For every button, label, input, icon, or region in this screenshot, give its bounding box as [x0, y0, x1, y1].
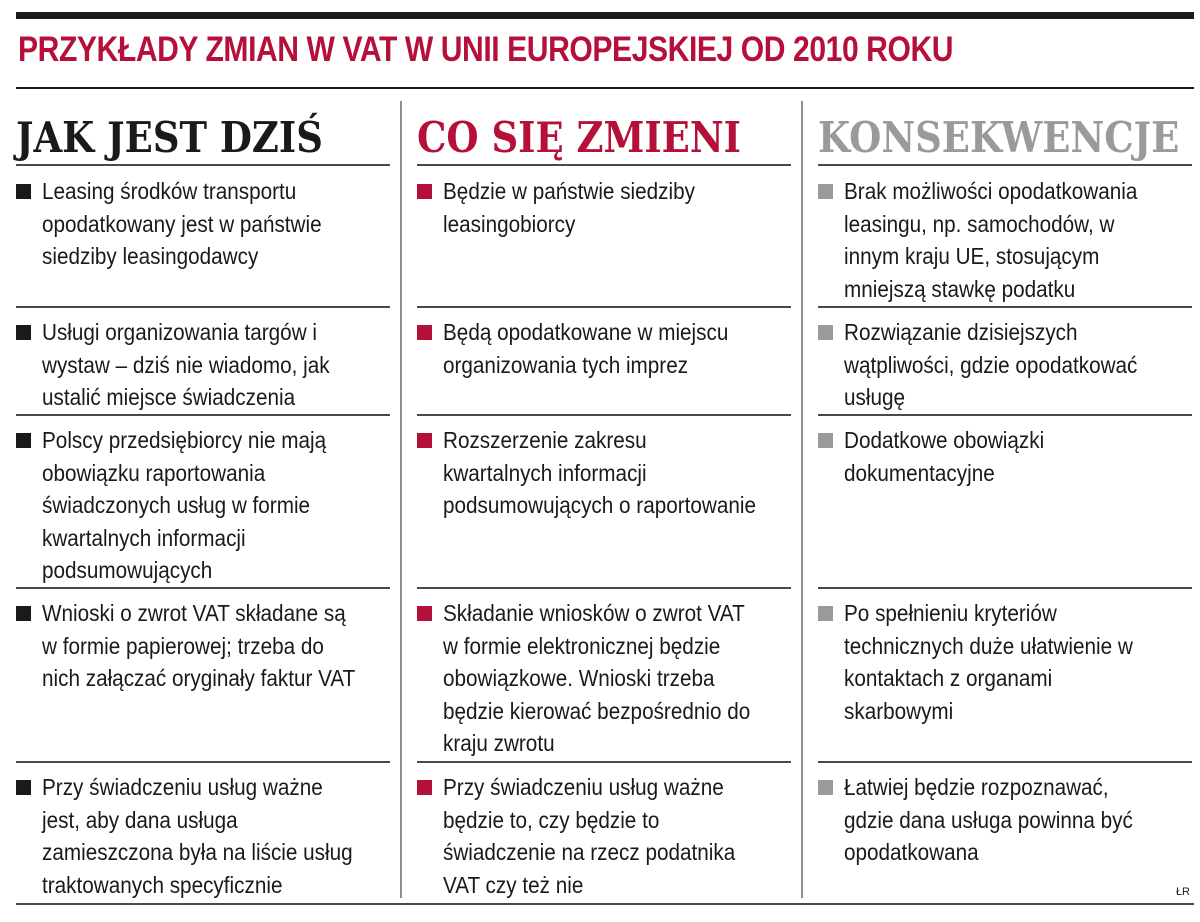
cell-text: Będzie w państwie siedziby leasingobiorcy	[443, 178, 695, 237]
row-divider	[16, 587, 390, 589]
square-bullet-icon	[16, 325, 31, 340]
cell-text: Przy świadczeniu usług ważne jest, aby dana usługa zamieszczona była na liście usług traktowanych specyficznie	[42, 774, 353, 898]
column-today	[16, 101, 390, 898]
square-bullet-icon	[417, 184, 432, 199]
heading-rule	[818, 164, 1192, 166]
column-heading-consequence: KONSEKWENCJE	[818, 113, 1180, 162]
cell-text: Leasing środków transportu opodatkowany jest w państwie siedziby leasingodawcy	[42, 178, 322, 269]
row-divider	[417, 306, 791, 308]
column-divider	[400, 101, 402, 898]
heading-rule	[417, 164, 791, 166]
cell-text: Dodatkowe obowiązki dokumentacyjne	[844, 427, 1045, 486]
square-bullet-icon	[417, 606, 432, 621]
cell-text: Wnioski o zwrot VAT składane są w formie papierowej; trzeba do nich załączać oryginały faktur VAT	[42, 600, 356, 691]
row-divider	[818, 306, 1192, 308]
square-bullet-icon	[818, 606, 833, 621]
row-divider	[16, 306, 390, 308]
row-divider	[417, 761, 791, 763]
row-divider	[417, 587, 791, 589]
cell-text: Rozwiązanie dzisiejszych wątpliwości, gdzie opodatkować usługę	[844, 319, 1138, 410]
cell-text: Będą opodatkowane w miejscu organizowania tych imprez	[443, 319, 729, 378]
cell-text: Po spełnieniu kryteriów technicznych duże ułatwienie w kontaktach z organami skarbowymi	[844, 600, 1133, 724]
row-divider	[417, 414, 791, 416]
square-bullet-icon	[417, 325, 432, 340]
square-bullet-icon	[417, 433, 432, 448]
row-divider	[818, 587, 1192, 589]
square-bullet-icon	[417, 780, 432, 795]
square-bullet-icon	[818, 780, 833, 795]
square-bullet-icon	[16, 606, 31, 621]
column-heading-today: JAK JEST DZIŚ	[16, 113, 323, 162]
cell-text: Składanie wniosków o zwrot VAT w formie elektronicznej będzie obowiązkowe. Wnioski trzeba będzie kierować bezpośrednio do kraju zwrotu	[443, 600, 751, 756]
row-divider	[818, 414, 1192, 416]
column-change	[417, 101, 791, 898]
column-heading-change: CO SIĘ ZMIENI	[417, 113, 741, 162]
page-title: PRZYKŁADY ZMIAN W VAT W UNII EUROPEJSKIEJ OD 2010 ROKU	[18, 30, 954, 69]
column-divider	[801, 101, 803, 898]
row-divider	[818, 761, 1192, 763]
cell-text: Rozszerzenie zakresu kwartalnych informacji podsumowujących o raportowanie	[443, 427, 756, 518]
top-rule	[16, 12, 1194, 19]
square-bullet-icon	[818, 184, 833, 199]
column-consequence	[818, 101, 1192, 898]
row-divider	[16, 414, 390, 416]
square-bullet-icon	[818, 433, 833, 448]
cell-text: Polscy przedsiębiorcy nie mają obowiązku raportowania świadczonych usług w formie kwartalnych informacji podsumowujących	[42, 427, 327, 583]
cell-text: Przy świadczeniu usług ważne będzie to, czy będzie to świadczenie na rzecz podatnika VAT czy też nie	[443, 774, 736, 898]
bottom-rule	[16, 903, 1194, 905]
cell-text: Usługi organizowania targów i wystaw – dziś nie wiadomo, jak ustalić miejsce świadczenia	[42, 319, 330, 410]
row-divider	[16, 761, 390, 763]
cell-text: Łatwiej będzie rozpoznawać, gdzie dana usługa powinna być opodatkowana	[844, 774, 1133, 865]
square-bullet-icon	[16, 433, 31, 448]
cell-text: Brak możliwości opodatkowania leasingu, np. samochodów, w innym kraju UE, stosującym mniejszą stawkę podatku	[844, 178, 1138, 302]
title-divider	[16, 87, 1194, 89]
heading-rule	[16, 164, 390, 166]
square-bullet-icon	[16, 780, 31, 795]
author-credit: ŁR	[1175, 886, 1190, 898]
square-bullet-icon	[16, 184, 31, 199]
square-bullet-icon	[818, 325, 833, 340]
